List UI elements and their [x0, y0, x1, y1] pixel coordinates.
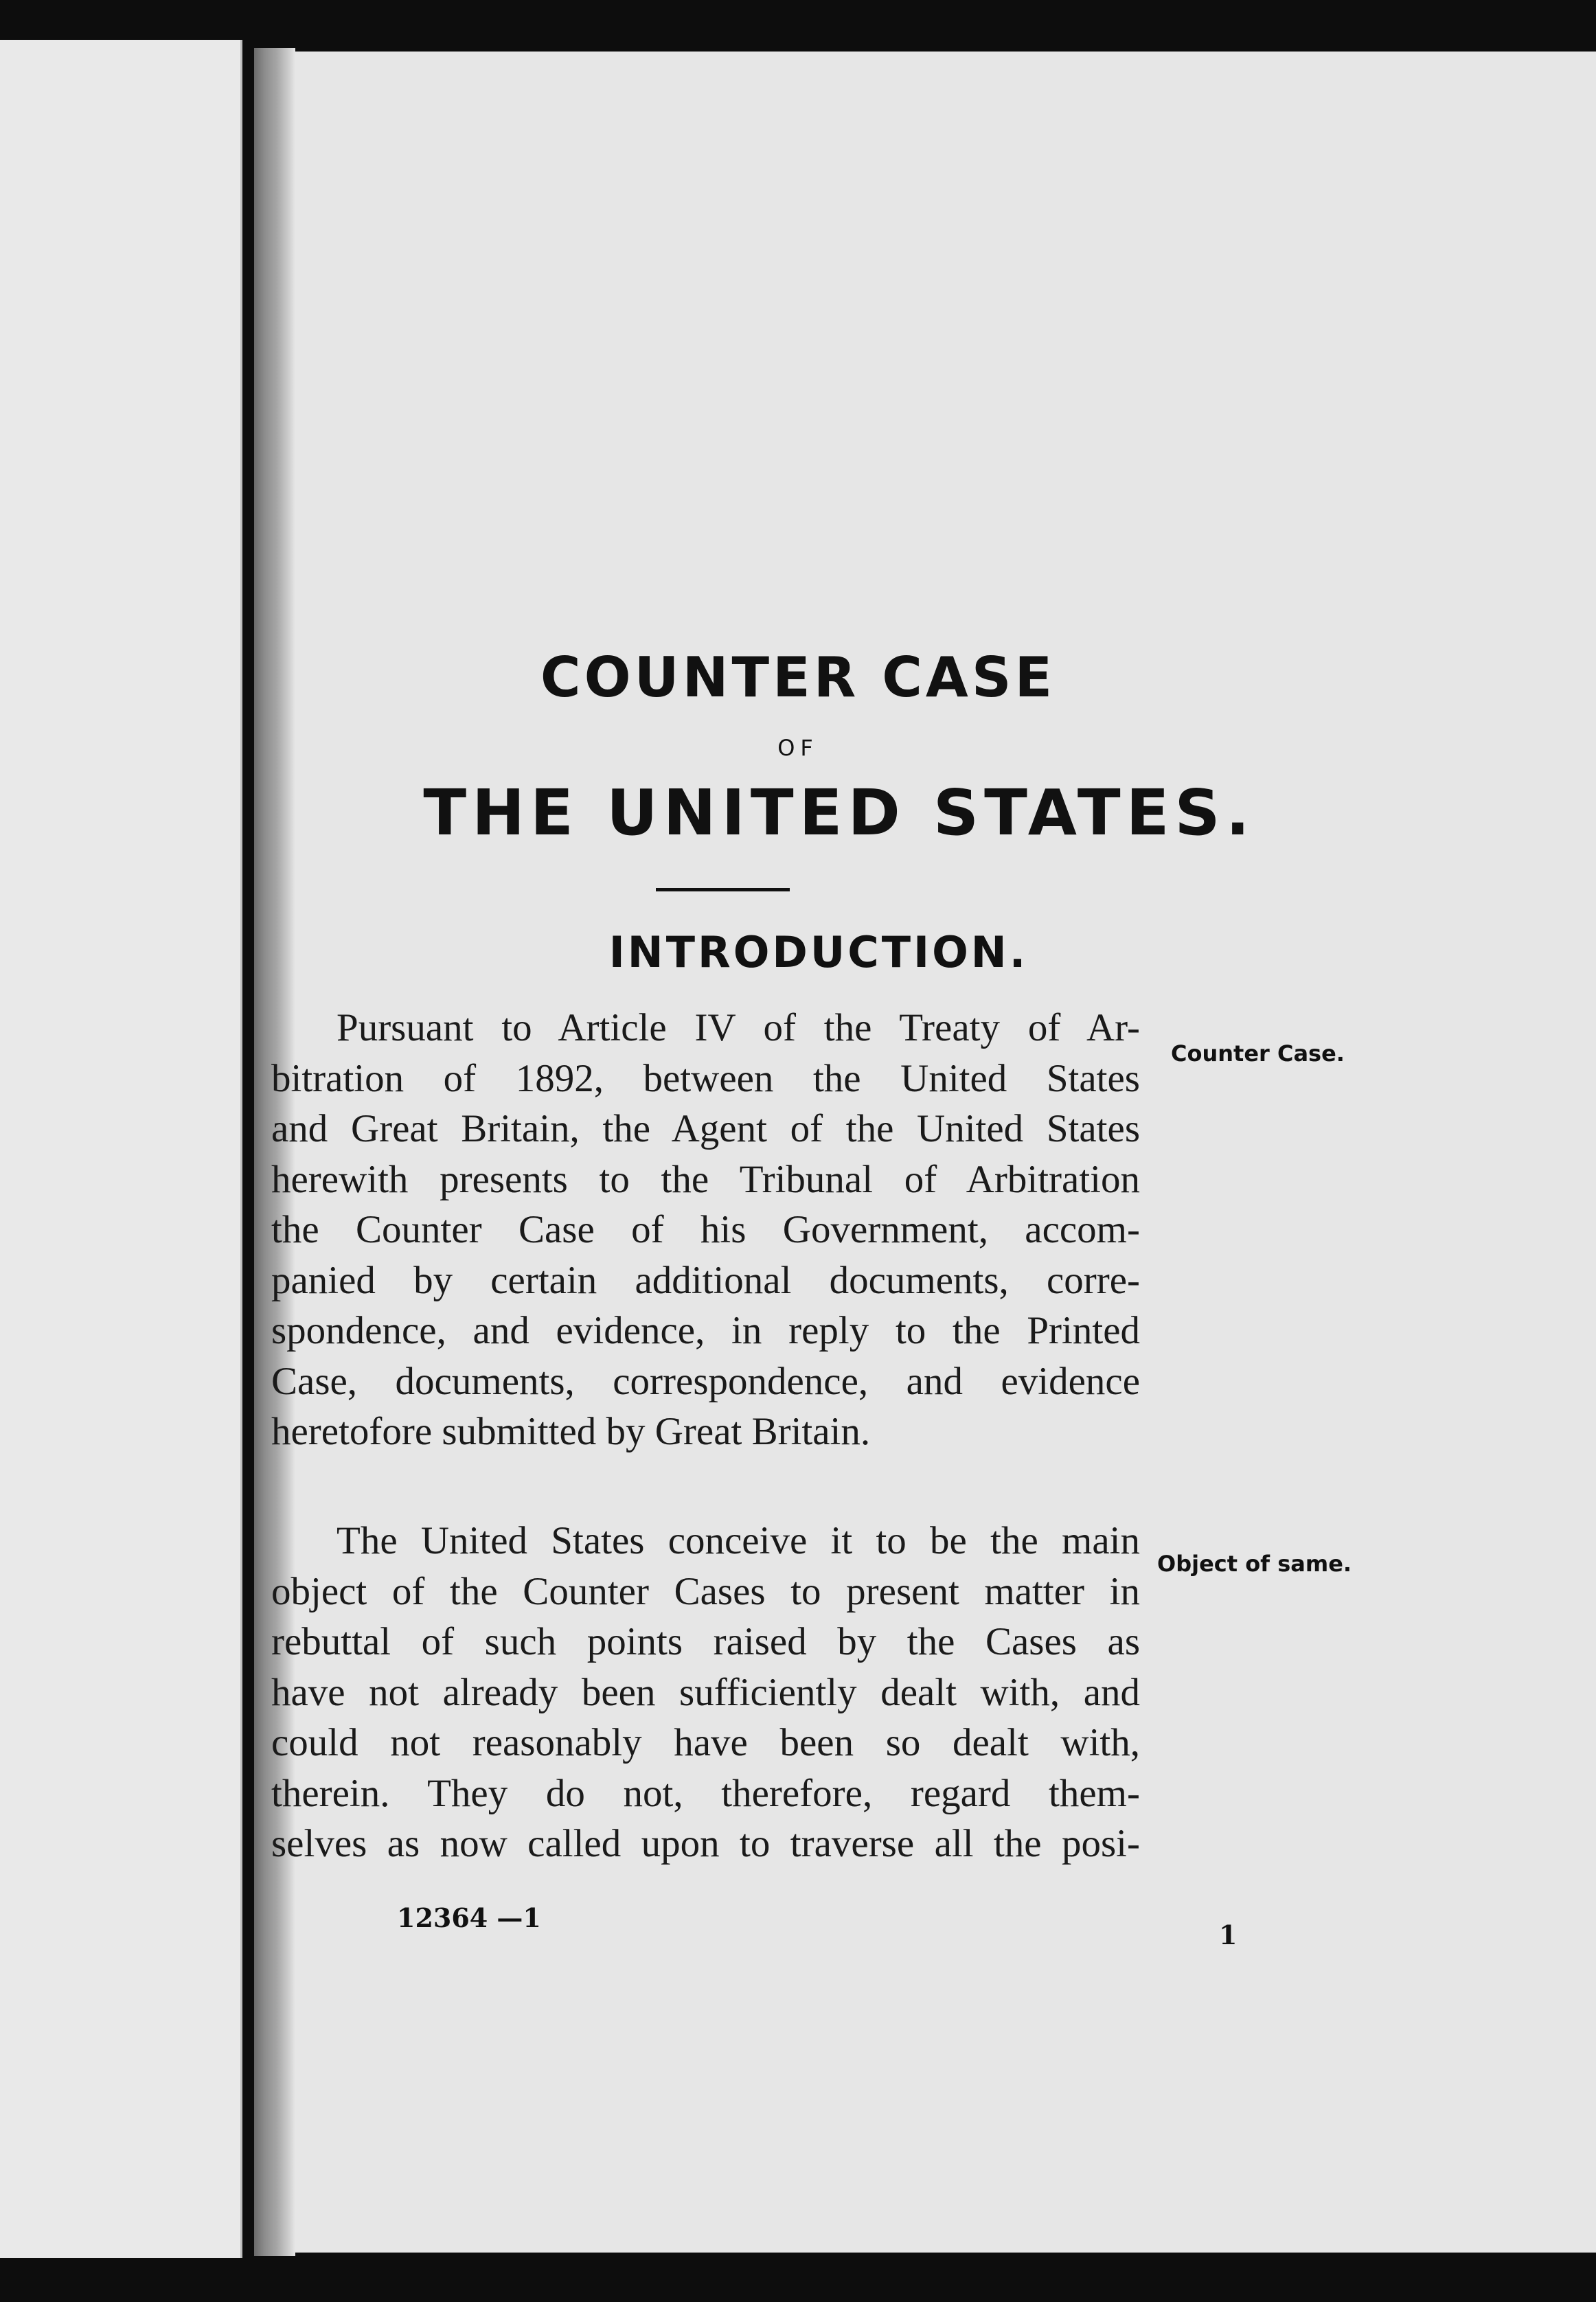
paragraph-2 — [271, 1516, 1140, 1869]
signature-mark: 12364 —1 — [397, 1902, 541, 1933]
paragraph-1 — [271, 1003, 1140, 1457]
text-line: heretofore submitted by Great Britain. — [271, 1410, 871, 1453]
text-line: could not reasonably have been so dealt with, — [271, 1721, 1140, 1764]
text-line: spondence, and evidence, in reply to the Printed — [271, 1309, 1140, 1352]
section-heading: INTRODUCTION. — [608, 927, 1029, 977]
text-line: Pursuant to Article IV of the Treaty of Ar- — [337, 1006, 1140, 1049]
text-line: have not already been sufficiently dealt with, and — [271, 1670, 1140, 1714]
sidenote-counter-case: Counter Case. — [1171, 1040, 1345, 1067]
title-rule — [656, 888, 790, 891]
title-line-1: COUNTER CASE — [540, 646, 1056, 709]
text-line: herewith presents to the Tribunal of Arbitration — [271, 1157, 1140, 1201]
title-line-2: OF — [777, 735, 819, 761]
text-line: The United States conceive it to be the main — [337, 1519, 1140, 1562]
text-line: rebuttal of such points raised by the Cases as — [271, 1620, 1140, 1663]
text-line: the Counter Case of his Government, accom- — [271, 1208, 1140, 1251]
left-page — [0, 40, 242, 2258]
page-number: 1 — [1219, 1919, 1238, 1950]
text-line: panied by certain additional documents, corre- — [271, 1258, 1140, 1302]
text-line: bitration of 1892, between the United States — [271, 1056, 1140, 1100]
text-line: selves as now called upon to traverse all the posi- — [271, 1822, 1140, 1865]
title-line-3: THE UNITED STATES. — [423, 776, 1255, 850]
text-line: and Great Britain, the Agent of the United States — [271, 1107, 1140, 1150]
text-line: Case, documents, correspondence, and evidence — [271, 1359, 1140, 1403]
text-line: object of the Counter Cases to present matter in — [271, 1569, 1140, 1613]
sidenote-object-of-same: Object of same. — [1157, 1551, 1352, 1577]
text-line: therein. They do not, therefore, regard them- — [271, 1771, 1140, 1815]
